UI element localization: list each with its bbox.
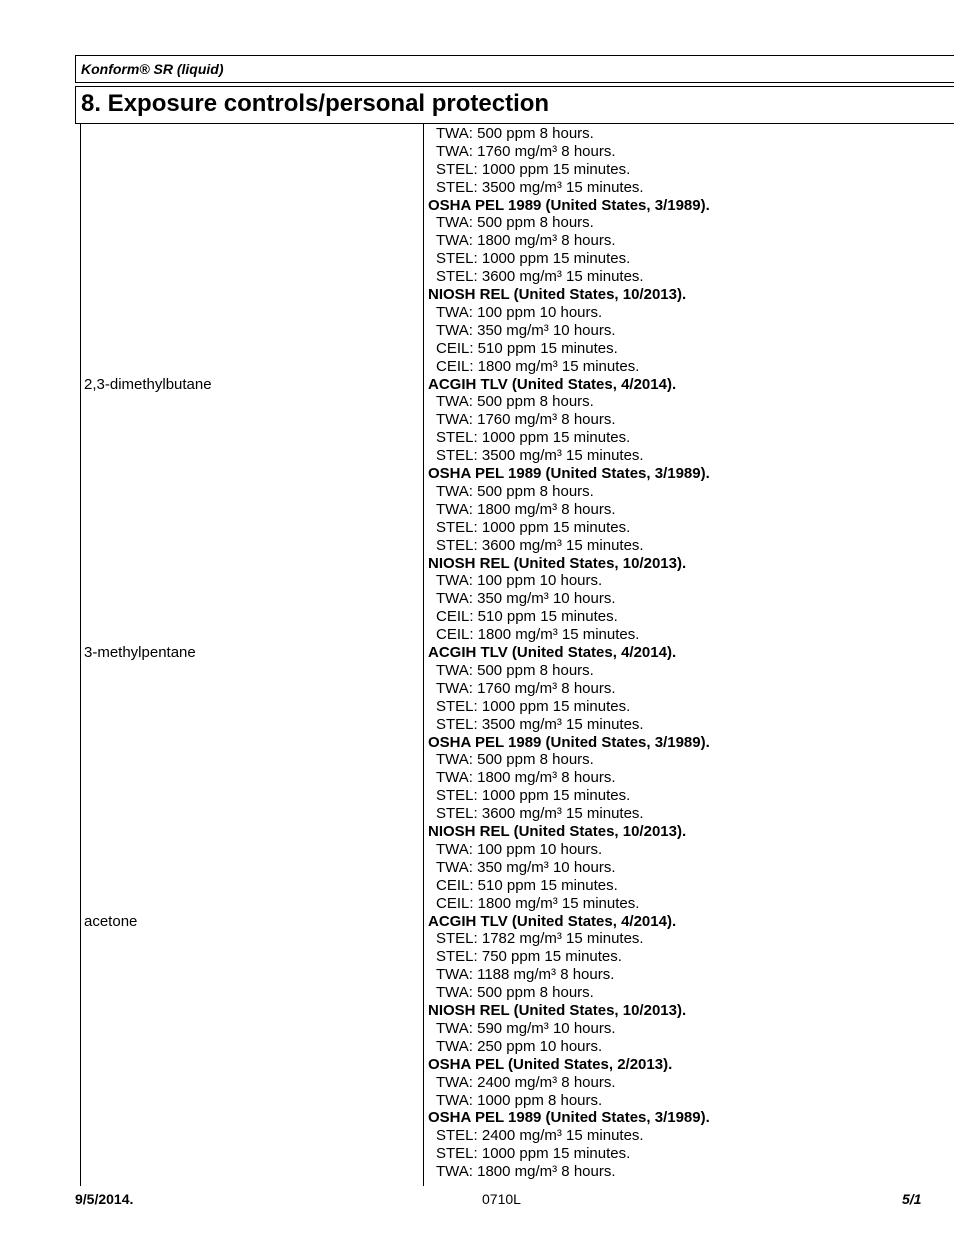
footer-code: 0710L [482, 1191, 521, 1207]
limit-value: CEIL: 1800 mg/m³ 15 minutes. [436, 357, 640, 375]
limit-value: STEL: 2400 mg/m³ 15 minutes. [436, 1127, 644, 1145]
limit-value: TWA: 1800 mg/m³ 8 hours. [436, 1163, 616, 1181]
exposure-limits-list [428, 644, 710, 912]
limit-value: TWA: 1760 mg/m³ 8 hours. [436, 679, 616, 697]
limit-source-heading: OSHA PEL (United States, 2/2013). [428, 1055, 673, 1073]
limit-value: TWA: 350 mg/m³ 10 hours. [436, 590, 616, 608]
section-title: 8. Exposure controls/personal protection [81, 90, 550, 117]
limit-value: STEL: 1000 ppm 15 minutes. [436, 250, 631, 268]
limit-value: STEL: 3500 mg/m³ 15 minutes. [436, 715, 644, 733]
limit-value: STEL: 1000 ppm 15 minutes. [436, 697, 631, 715]
limit-value: STEL: 1000 ppm 15 minutes. [436, 787, 631, 805]
limit-value: STEL: 3500 mg/m³ 15 minutes. [436, 447, 644, 465]
limit-value: STEL: 1782 mg/m³ 15 minutes. [436, 930, 644, 948]
limit-value: CEIL: 1800 mg/m³ 15 minutes. [436, 894, 640, 912]
section-header-box [75, 86, 954, 124]
limit-value: TWA: 500 ppm 8 hours. [436, 214, 594, 232]
limit-source-heading: OSHA PEL 1989 (United States, 3/1989). [428, 1109, 710, 1127]
exposure-limits-list [428, 913, 710, 1181]
limit-value: STEL: 1000 ppm 15 minutes. [436, 160, 631, 178]
limit-value: STEL: 3600 mg/m³ 15 minutes. [436, 268, 644, 286]
limit-source-heading: OSHA PEL 1989 (United States, 3/1989). [428, 196, 710, 214]
limit-source-heading: ACGIH TLV (United States, 4/2014). [428, 375, 677, 393]
limit-value: TWA: 500 ppm 8 hours. [436, 984, 594, 1002]
exposure-limits-list [428, 125, 710, 375]
ingredient-name: 3-methylpentane [84, 644, 196, 662]
ingredient-name: 2,3-dimethylbutane [84, 375, 212, 393]
limit-value: STEL: 3600 mg/m³ 15 minutes. [436, 536, 644, 554]
limit-source-heading: ACGIH TLV (United States, 4/2014). [428, 644, 677, 662]
product-name: Konform® SR (liquid) [81, 61, 224, 77]
limit-value: TWA: 500 ppm 8 hours. [436, 482, 594, 500]
limit-value: TWA: 1188 mg/m³ 8 hours. [436, 966, 615, 984]
limit-value: STEL: 1000 ppm 15 minutes. [436, 429, 631, 447]
limit-value: TWA: 350 mg/m³ 10 hours. [436, 321, 616, 339]
exposure-limits-list [428, 376, 710, 644]
limit-value: TWA: 590 mg/m³ 10 hours. [436, 1019, 616, 1037]
limit-value: TWA: 2400 mg/m³ 8 hours. [436, 1073, 616, 1091]
limit-value: TWA: 500 ppm 8 hours. [436, 751, 594, 769]
limit-value: TWA: 250 ppm 10 hours. [436, 1037, 603, 1055]
limit-value: CEIL: 510 ppm 15 minutes. [436, 876, 618, 894]
product-header-box [75, 55, 954, 83]
limit-value: STEL: 3600 mg/m³ 15 minutes. [436, 805, 644, 823]
limit-value: STEL: 1000 ppm 15 minutes. [436, 1145, 631, 1163]
limit-value: STEL: 750 ppm 15 minutes. [436, 948, 622, 966]
limit-value: TWA: 1760 mg/m³ 8 hours. [436, 411, 616, 429]
limit-value: TWA: 350 mg/m³ 10 hours. [436, 858, 616, 876]
limit-value: STEL: 1000 ppm 15 minutes. [436, 518, 631, 536]
footer-date: 9/5/2014. [75, 1191, 134, 1207]
limit-source-heading: NIOSH REL (United States, 10/2013). [428, 823, 687, 840]
ingredient-name: acetone [84, 912, 138, 930]
limit-source-heading: NIOSH REL (United States, 10/2013). [428, 1002, 687, 1020]
limit-source-heading: NIOSH REL (United States, 10/2013). [428, 286, 687, 304]
limit-value: TWA: 1800 mg/m³ 8 hours. [436, 500, 616, 518]
table-left-border [80, 124, 81, 1186]
footer-page-number: 5/1 [902, 1191, 922, 1207]
limit-value: TWA: 100 ppm 10 hours. [436, 572, 603, 590]
limit-value: TWA: 100 ppm 10 hours. [436, 303, 603, 321]
limit-value: TWA: 1760 mg/m³ 8 hours. [436, 142, 616, 160]
limit-source-heading: OSHA PEL 1989 (United States, 3/1989). [428, 733, 710, 751]
limit-source-heading: NIOSH REL (United States, 10/2013). [428, 554, 687, 572]
limit-value: TWA: 100 ppm 10 hours. [436, 840, 603, 858]
limit-value: STEL: 3500 mg/m³ 15 minutes. [436, 178, 644, 196]
limit-value: CEIL: 1800 mg/m³ 15 minutes. [436, 626, 640, 644]
limit-value: TWA: 1000 ppm 8 hours. [436, 1091, 603, 1109]
limit-value: TWA: 500 ppm 8 hours. [436, 125, 594, 142]
table-column-divider [423, 124, 424, 1186]
limit-value: CEIL: 510 ppm 15 minutes. [436, 339, 618, 357]
limit-value: TWA: 1800 mg/m³ 8 hours. [436, 769, 616, 787]
limit-value: CEIL: 510 ppm 15 minutes. [436, 608, 618, 626]
limit-source-heading: OSHA PEL 1989 (United States, 3/1989). [428, 465, 710, 483]
limit-value: TWA: 1800 mg/m³ 8 hours. [436, 232, 616, 250]
limit-source-heading: ACGIH TLV (United States, 4/2014). [428, 912, 677, 930]
limit-value: TWA: 500 ppm 8 hours. [436, 393, 594, 411]
limit-value: TWA: 500 ppm 8 hours. [436, 661, 594, 679]
